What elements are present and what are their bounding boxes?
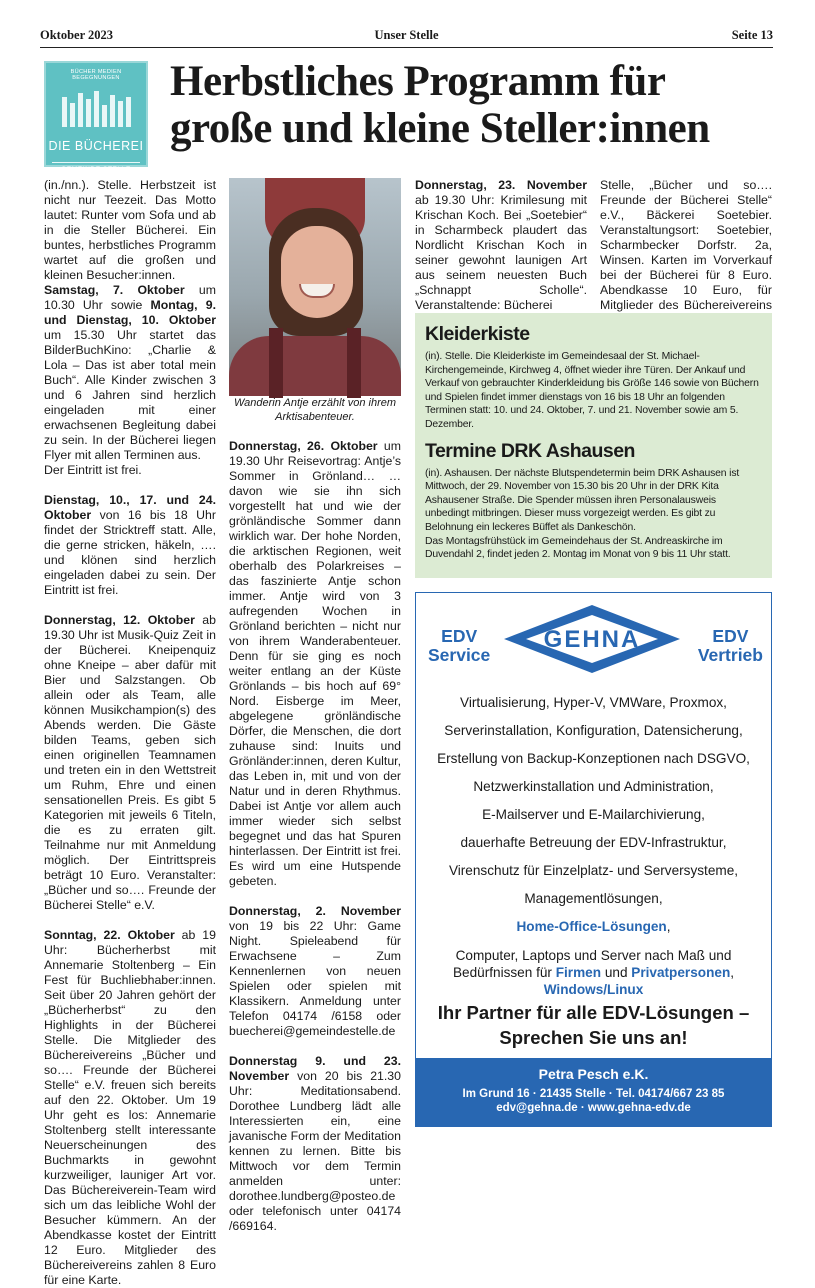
headline-line-2: große und kleine Steller:innen [170, 105, 710, 152]
kleiderkiste-text: (in). Stelle. Die Kleiderkiste im Gemeindesaal der St. Michael-Kirchengemeinde, Kirchweg 4, öffnet wieder ihre Türen. Der Ankauf und Verkauf von gebrauchter Kinderkleidung bis Größe 146 sowie von Büchern und Spielen findet immer dienstags von 16 bis 18 Uhr an folgenden Terminen statt: 10. und 24. Oktober, 7. und 21. November sowie am 5. Dezember. [425, 351, 759, 430]
company-web: edv@gehna.de · www.gehna-edv.de [496, 1102, 691, 1114]
article-headline [170, 58, 780, 152]
edv-vertrieb-label: EDV Vertrieb [697, 626, 763, 665]
books-icon [46, 89, 146, 127]
photo-caption: Wanderin Antje erzählt von ihrem Arktisabenteuer. [233, 397, 397, 423]
gehna-advertisement [415, 592, 772, 1127]
event-game-night: Donnerstag, 2. November von 19 bis 22 Uhr: Game Night. Spieleabend für Erwachsene – Zum Kennenlernen von neuen Spielen oder spielen mit Klassikern. Anmeldung unter Telefon 04174 /6158 oder buecherei@gemeindestelle.de [229, 904, 401, 1038]
header-page-number: Seite 13 [731, 28, 773, 42]
logo-tagline: BÜCHER MEDIEN BEGEGNUNGEN [70, 69, 122, 81]
headline-line-1: Herbstliches Programm für [170, 58, 666, 105]
info-box-green [415, 313, 772, 578]
service-item: E-Mailserver und E-Mailarchivierung, [482, 807, 705, 822]
service-home-office: Home-Office-Lösungen, [516, 919, 671, 934]
company-address: Im Grund 16 · 21435 Stelle · Tel. 04174/667 23 85 [462, 1088, 725, 1100]
edv-service-label: EDV Service [428, 626, 491, 665]
page-header [40, 28, 773, 46]
header-divider [40, 47, 773, 48]
drk-text: (in). Ashausen. Der nächste Blutspendetermin beim DRK Ashausen ist Mittwoch, der 29. November von 15.30 bis 20 Uhr in der DRK Kita Ashausener Straße. Die Spender müssen ihren Personalausweis unbedingt mitbringen. Dieser muss vorgezeigt werden. Es gibt zu Belohnung ein leckeres Büffet als Dankeschön. [425, 467, 740, 533]
header-publication: Unser Stelle [374, 28, 439, 42]
event-bilderbuchkino: Samstag, 7. Oktober um 10.30 Uhr sowie Montag, 9. und Dienstag, 10. Oktober um 15.30 Uhr startet das BilderBuchKino: „Charlie & Lola – Das ist aber total mein Buch“. Alle Kinder zwischen 3 und 6 Jahren sind herzlich eingeladen mit einer erwachsenen Begleitung dabei zu sein. In der Bücherei liegen Flyer mit allen Terminen aus. [44, 283, 216, 462]
intro-paragraph: (in./nn.). Stelle. Herbstzeit ist nicht nur Teezeit. Das Motto lautet: Runter vom Sofa und ab in die Steller Bücherei. Ein buntes, herbstliches Programm wartet auf die großen und kleinen Besucher:innen. [44, 178, 216, 282]
company-name: Petra Pesch e.K. [538, 1066, 649, 1082]
service-item: Erstellung von Backup-Konzeptionen nach DSGVO, [437, 751, 750, 766]
service-item: Serverinstallation, Konfiguration, Datensicherung, [444, 723, 743, 738]
event-buecherherbst: Sonntag, 22. Oktober ab 19 Uhr: Bücherherbst mit Annemarie Stoltenberg – Ein Fest für Buchliebhaber:innen. Seit über 20 Jahren gehört der „Bücherherbst“ zu den Highlights in der Bücherei Stelle. Die Mitglieder des Büchereivereins „Bücher und so…. Freunde der Bücherei Stelle“ e.V. freuen sich bereits auf den 22. Oktober. Um 19 Uhr geht es los: Annemarie Stoltenberg stellt interessante Neuerscheinungen des Buchmarkts in gewohnt kurzweiliger, launiger Art vor. Das Büchereiverein-Team wird sich um das leibliche Wohl der Besucher kümmern. An der Abendkasse kostet der Eintritt 12 Euro. Mitglieder des Büchereivereins zahlen 8 Euro für eine Karte. [44, 928, 216, 1287]
logo-name: DIE BÜCHEREI [48, 139, 144, 153]
service-item: Virenschutz für Einzelplatz- und Serversysteme, [448, 863, 739, 878]
entry-free-note: Der Eintritt ist frei. [44, 463, 142, 477]
drk-text-2: Das Montagsfrühstück im Gemeindehaus der St. Andreaskirche im Duvendahl 2, findet jeden 2. Montag im Monat von 9 bis 11 Uhr statt. [425, 535, 731, 561]
services-list [416, 689, 771, 998]
buecherei-logo [44, 61, 148, 173]
service-item: Netzwerkinstallation und Administration, [473, 779, 714, 794]
service-item: Managementlösungen, [524, 891, 663, 906]
logo-subname: GEMEINDE STELLE [52, 162, 140, 173]
ad-slogan: Ihr Partner für alle EDV-Lösungen – Sprechen Sie uns an! [437, 1002, 750, 1048]
article-column-4 [600, 178, 772, 328]
article-column-3 [415, 178, 587, 313]
brand-name: GEHNA [543, 626, 641, 653]
event-musik-quiz: Donnerstag, 12. Oktober ab 19.30 Uhr ist Musik-Quiz Zeit in der Bücherei. Kneipenquiz ohne Kneipe – aber dafür mit Bier und Salzstangen. Ob allein oder als Team, alle können Musikchampion(s) des Abends werden. Die Gäste bilden Teams, geben sich einen originellen Teamnamen und treten ein in den Wettstreit um Ruhm, Ehre und einen sensationellen Preis. Es gibt 5 Kategorien mit jeweils 6 Titeln, die es zu erraten gilt. Teilnahme nur mit Anmeldung möglich. Der Eintrittspreis beträgt 10 Euro. Veranstalter: „Bücher und so…. Freunde der Bücherei Stelle“ e.V. [44, 613, 216, 912]
service-item: Virtualisierung, Hyper-V, VMWare, Proxmox, [460, 695, 727, 710]
service-item: dauerhafte Betreuung der EDV-Infrastruktur, [460, 835, 727, 850]
kleiderkiste-heading: Kleiderkiste [425, 323, 530, 345]
event-krimilesung-continued: Stelle, „Bücher und so…. Freunde der Bücherei Stelle“ e.V., Bäckerei Soetebier. Veranstaltungsort: Soetebier, Scharmbecker Dorfstr. 2a, Winsen. Karten im Vorverkauf bei der Bücherei für 8 Euro. Abendkasse 10 Euro, für Mitglieder des Büchereivereins [600, 178, 772, 312]
event-meditation: Donnerstag 9. und 23. November von 20 bis 21.30 Uhr: Meditationsabend. Dorothee Lundberg lädt alle Interessierten ein, eine javanische Form der Meditation kennen zu lernen. Bitte bis Mittwoch vor dem Termin anmelden unter: dorothee.lundberg@posteo.de oder telefonisch unter 04174 /669164. [229, 1054, 401, 1233]
event-stricktreff: Dienstag, 10., 17. und 24. Oktober von 16 bis 18 Uhr findet der Stricktreff statt. Alle, die gerne stricken, häkeln, …. und klönen sind herzlich eingeladen dabei zu sein. Der Eintritt ist frei. [44, 493, 216, 597]
article-column-2 [229, 439, 401, 1234]
article-column-1 [44, 178, 216, 1288]
header-date: Oktober 2023 [40, 28, 114, 42]
event-reisevortrag: Donnerstag, 26. Oktober um 19.30 Uhr Reisevortrag: Antje’s Sommer in Grönland… …davon wie sie ihn sich vorgestellt hat und wie der grönländische Sommer dann wirklich war. Der hohe Norden, die arktischen Regionen, weit oberhalb des Polarkreises – das faszinierte Antje schon immer. Antje wird von 3 aufregenden Wochen in Grönland berichten – nicht nur von ihrem Wanderabenteuer. Denn für sie ging es noch weiter entlang an der Küste Grönlands – bis hoch auf 69° Nord. Eisberge im Meer, abgelegene grönländische Dörfer, die Menschen, die dort zuhause sind: Inuits und Grönländer:innen, deren Kultur, das Leben in, mit und von der Natur und in deren Rhythmus. Dabei ist Antje vor allem auch immer wieder sich selbst begegnet und das hat Spuren hinterlassen. Der Eintritt ist frei. Es wird um eine Hutspende gebeten. [229, 439, 401, 888]
event-krimilesung: Donnerstag, 23. November ab 19.30 Uhr: Krimilesung mit Krischan Koch. Bei „Soetebier“ in Scharmbeck plaudert das Nordlicht Krischan Koch in seiner gewohnt launigen Art aus seinem neuesten Buch „Schnappt Scholle“. Veranstaltende: Bücherei [415, 178, 587, 312]
service-hardware: Computer, Laptops und Server nach Maß und Bedürfnissen für Firmen und Privatpersonen, Windows/Linux [452, 948, 735, 997]
ad-contact-footer [416, 1058, 771, 1126]
gehna-diamond-logo [502, 603, 682, 675]
antje-photo [229, 178, 401, 391]
drk-heading: Termine DRK Ashausen [425, 439, 635, 462]
